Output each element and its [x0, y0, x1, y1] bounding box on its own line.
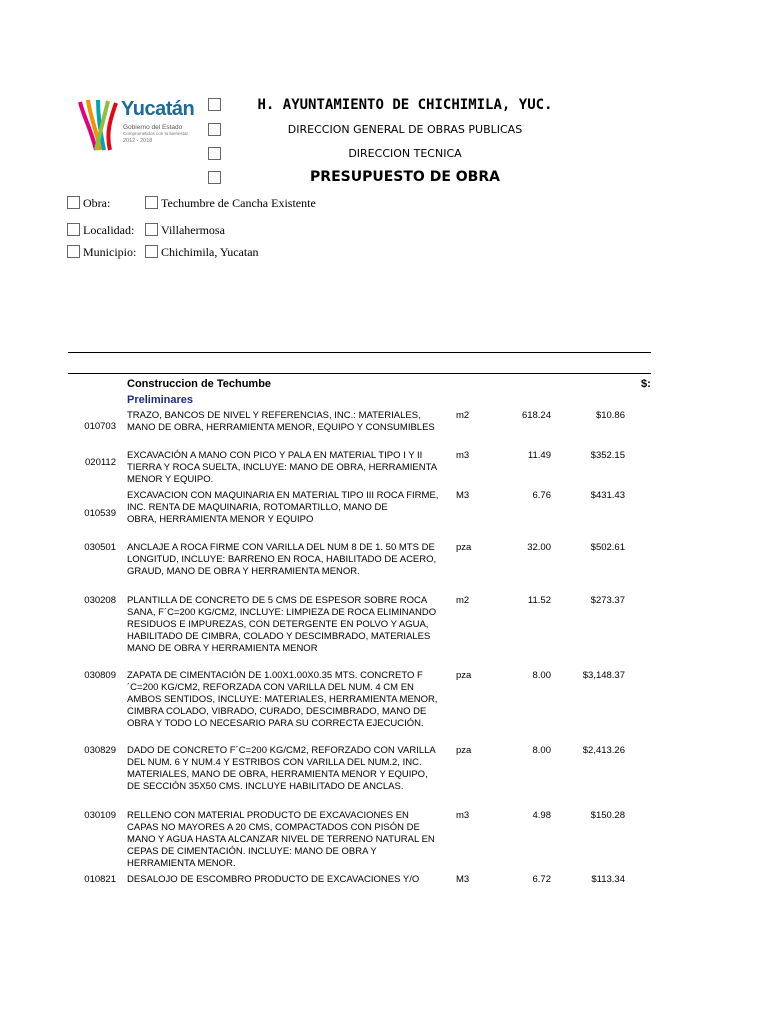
row-description: EXCAVACION CON MAQUINARIA EN MATERIAL TIPO III ROCA FIRME, INC. RENTA DE MAQUINARIA, ROTOMARTILLO, MANO DE OBRA, HERRAMIENTA MENOR Y EQUIPO: [127, 490, 439, 525]
municipio-value-checkbox[interactable]: [145, 245, 158, 258]
localidad-value: Villahermosa: [161, 223, 225, 237]
yucatan-emblem-icon: [76, 98, 120, 153]
localidad-value-checkbox[interactable]: [145, 223, 158, 236]
localidad-checkbox[interactable]: [67, 223, 80, 236]
row-description: EXCAVACIÓN A MANO CON PICO Y PALA EN MATERIAL TIPO I Y II TIERRA Y ROCA SUELTA, INCLUYE: MANO DE OBRA, HERRAMIENTA MENOR Y EQUIPO.: [127, 450, 437, 485]
row-description: ANCLAJE A ROCA FIRME CON VARILLA DEL NUM 8 DE 1. 50 MTS DE LONGITUD, INCLUYE: BARRENO EN ROCA, HABILITADO DE ACERO, GRAUD, MANO DE OBRA Y HERRAMIENTA MENOR.: [127, 542, 437, 577]
obra-value: Techumbre de Cancha Existente: [161, 196, 316, 210]
municipio-value: Chichimila, Yucatan: [161, 245, 259, 259]
logo-brand: Yucatán: [121, 98, 195, 120]
row-description: PLANTILLA DE CONCRETO DE 5 CMS DE ESPESOR SOBRE ROCA SANA, F´C=200 KG/CM2, INCLUYE: LIMPIEZA DE ROCA ELIMINANDO RESIDUOS E IMPUREZAS, CON DETERGENTE EN POLVO Y AGUA, HABILITADO DE CIMBRA, COLADO Y DESCIMBRADO, MATERIALES MANO DE OBRA Y HERRAMIENTA MENOR: [127, 595, 437, 654]
document-title: PRESUPUESTO DE OBRA: [310, 169, 500, 185]
row-unit-price: $431.43: [590, 490, 625, 501]
row-unit-price: $10.86: [595, 410, 625, 421]
logo-line2: Comprometidos con tu bienestar: [123, 131, 189, 136]
row-unit-price: $2,413.26: [582, 745, 625, 756]
row-unit: pza: [456, 542, 472, 553]
header-subtitle-1: DIRECCION GENERAL DE OBRAS PUBLICAS: [287, 123, 523, 136]
row-quantity: 8.00: [532, 670, 551, 681]
row-quantity: 6.72: [532, 874, 551, 885]
row-code: 030809: [84, 670, 116, 681]
row-quantity: 11.52: [527, 595, 551, 606]
obra-value-checkbox[interactable]: [145, 196, 158, 209]
row-code: 030501: [84, 542, 116, 553]
row-code: 010821: [84, 874, 116, 885]
section-total-prefix: $:: [641, 378, 651, 390]
obra-checkbox[interactable]: [67, 196, 80, 209]
municipio-label: Municipio:: [83, 245, 137, 259]
table-top-rule: [68, 352, 651, 353]
row-unit-price: $352.15: [590, 450, 625, 461]
row-unit: m3: [456, 450, 470, 461]
logo-line3: 2012 - 2018: [123, 138, 153, 144]
row-description: ZAPATA DE CIMENTACIÓN DE 1.00X1.00X0.35 MTS. CONCRETO F´C=200 KG/CM2, REFORZADA CON VARILLA DEL NUM. 4 CM EN AMBOS SENTIDOS, INCLUYE: MATERIALES, HERRAMIENTA MENOR, CIMBRA COLADO, VIBRADO, CURADO, DESCIMBRADO, MANO DE OBRA Y TODO LO NECESARIO PARA SU CORRECTA EJECUCIÓN.: [127, 670, 438, 729]
row-description: RELLENO CON MATERIAL PRODUCTO DE EXCAVACIONES EN CAPAS NO MAYORES A 20 CMS, COMPACTADOS CON PISÓN DE MANO Y AGUA HASTA ALCANZAR NIVEL DE TERRENO NATURAL EN CEPAS DE CIMENTACIÓN. INCLUYE: MANO DE OBRA Y HERRAMIENTA MENOR.: [127, 810, 435, 869]
row-quantity: 8.00: [532, 745, 551, 756]
row-code: 010539: [84, 508, 116, 519]
row-unit: pza: [456, 670, 472, 681]
row-quantity: 618.24: [521, 410, 551, 421]
row-unit-price: $3,148.37: [582, 670, 625, 681]
row-quantity: 11.49: [527, 450, 551, 461]
municipio-checkbox[interactable]: [67, 245, 80, 258]
page-title: H. AYUNTAMIENTO DE CHICHIMILA, YUC.: [257, 97, 553, 113]
row-unit-price: $273.37: [590, 595, 625, 606]
row-code: 020112: [85, 457, 116, 468]
localidad-label: Localidad:: [83, 223, 135, 237]
logo-line1: Gobierno del Estado: [123, 124, 183, 131]
obra-label: Obra:: [83, 196, 111, 210]
row-quantity: 32.00: [527, 542, 551, 553]
row-description: DESALOJO DE ESCOMBRO PRODUCTO DE EXCAVACIONES Y/O: [127, 874, 420, 885]
row-unit: m3: [456, 810, 470, 821]
row-unit: m2: [456, 595, 470, 606]
row-unit-price: $150.28: [590, 810, 625, 821]
table-header-rule: [68, 373, 651, 374]
row-description: TRAZO, BANCOS DE NIVEL Y REFERENCIAS, INC.: MATERIALES, MANO DE OBRA, HERRAMIENTA MENOR, EQUIPO Y CONSUMIBLES: [127, 410, 435, 433]
subsection-title: Preliminares: [127, 394, 194, 406]
row-code: 030829: [84, 745, 116, 756]
row-unit: M3: [456, 874, 470, 885]
row-code: 030109: [84, 810, 116, 821]
row-unit: M3: [456, 490, 470, 501]
header-subtitle-2: DIRECCION TECNICA: [348, 147, 462, 160]
row-unit: pza: [456, 745, 472, 756]
row-code: 030208: [84, 595, 116, 606]
row-unit: m2: [456, 410, 470, 421]
row-quantity: 4.98: [532, 810, 551, 821]
row-unit-price: $113.34: [591, 874, 625, 885]
section-title: Construccion de Techumbe: [127, 378, 272, 390]
yucatan-logo: [76, 98, 196, 153]
row-quantity: 6.76: [532, 490, 551, 501]
row-unit-price: $502.61: [590, 542, 625, 553]
row-description: DADO DE CONCRETO F´C=200 KG/CM2, REFORZADO CON VARILLA DEL NUM. 6 Y NUM.4 Y ESTRIBOS CON VARILLA DEL NUM.2, INC. MATERIALES, MANO DE OBRA, HERRAMIENTA MENOR Y EQUIPO, DE SECCIÓN 35X50 CMS. INCLUYE HABILITADO DE ANCLAS.: [127, 745, 436, 792]
row-code: 010703: [84, 421, 116, 432]
